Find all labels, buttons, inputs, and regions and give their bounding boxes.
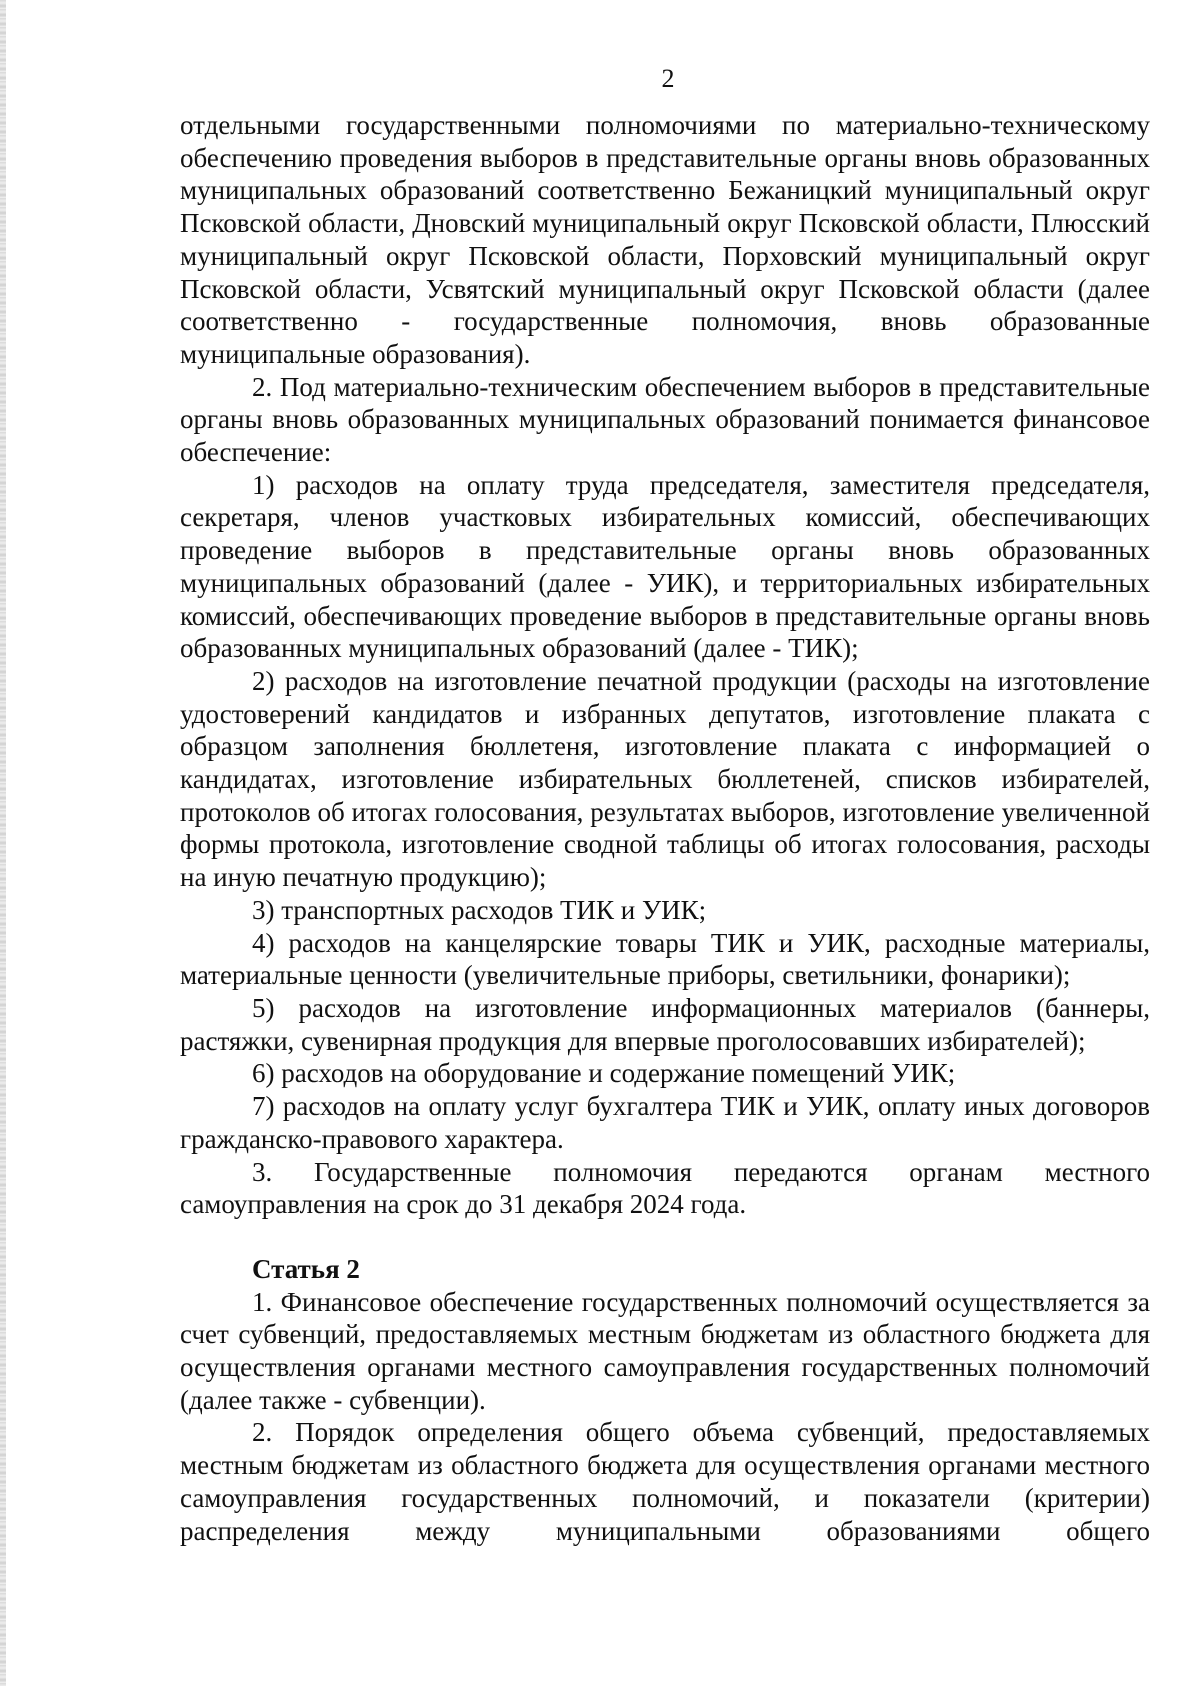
list-item-6: 6) расходов на оборудование и содержание помещений УИК;	[252, 1058, 956, 1089]
article-paragraph-1: 1. Финансовое обеспечение государственных полномочий осуществляется за счет субвенций, предоставляемых местным бюджетам из областного бюджета для осуществления органами местного самоуправления государственных полномочий (далее также - субвенции).	[180, 1286, 1150, 1415]
paragraph-item-3: 3. Государственные полномочия передаются органам местного самоуправления на срок до 31 декабря 2024 года.	[180, 1156, 1150, 1220]
paragraph-continuation: отдельными государственными полномочиями по материально-техническому обеспечению проведения выборов в представительные органы вновь образованных муниципальных образований соответственно Бежаницкий муниципальный округ Псковской области, Дновский муниципальный округ Псковской области, Плюсский муниципальный округ Псковской области, Порховский муниципальный округ Псковской области, Усвятский муниципальный округ Псковской области (далее соответственно - государственные полномочия, вновь образованные муниципальные образования).	[180, 110, 1150, 369]
list-item-2: 2) расходов на изготовление печатной продукции (расходы на изготовление удостоверений кандидатов и избранных депутатов, изготовление плаката с образцом заполнения бюллетеня, изготовление плаката с информацией о кандидатах, изготовление избирательных бюллетеней, списков избирателей, протоколов об итогах голосования, результатах выборов, изготовление увеличенной формы протокола, изготовление сводной таблицы об итогах голосования, расходы на иную печатную продукцию);	[180, 665, 1150, 893]
article-heading: Статья 2	[252, 1253, 360, 1284]
list-item-5: 5) расходов на изготовление информационных материалов (баннеры, растяжки, сувенирная продукция для впервые проголосовавших избирателей);	[180, 992, 1150, 1056]
document-body	[180, 109, 1150, 1547]
list-item-4: 4) расходов на канцелярские товары ТИК и УИК, расходные материалы, материальные ценности (увеличительные приборы, светильники, фонарики);	[180, 927, 1150, 991]
scan-edge	[0, 0, 6, 1686]
list-item-7: 7) расходов на оплату услуг бухгалтера ТИК и УИК, оплату иных договоров гражданско-правового характера.	[180, 1091, 1150, 1154]
page-number: 2	[661, 64, 675, 93]
paragraph-item-2: 2. Под материально-техническим обеспечением выборов в представительные органы вновь образованных муниципальных образований понимается финансовое обеспечение:	[180, 371, 1150, 468]
list-item-3: 3) транспортных расходов ТИК и УИК;	[252, 894, 707, 925]
list-item-1: 1) расходов на оплату труда председателя, заместителя председателя, секретаря, членов участковых избирательных комиссий, обеспечивающих проведение выборов в представительные органы вновь образованных муниципальных образований (далее - УИК), и территориальных избирательных комиссий, обеспечивающих проведение выборов в представительные органы вновь образованных муниципальных образований (далее - ТИК);	[180, 469, 1150, 664]
article-paragraph-2: 2. Порядок определения общего объема субвенций, предоставляемых местным бюджетам из областного бюджета для осуществления органами местного самоуправления государственных полномочий, и показатели (критерии) распределения между муниципальными образованиями общего	[180, 1417, 1150, 1546]
